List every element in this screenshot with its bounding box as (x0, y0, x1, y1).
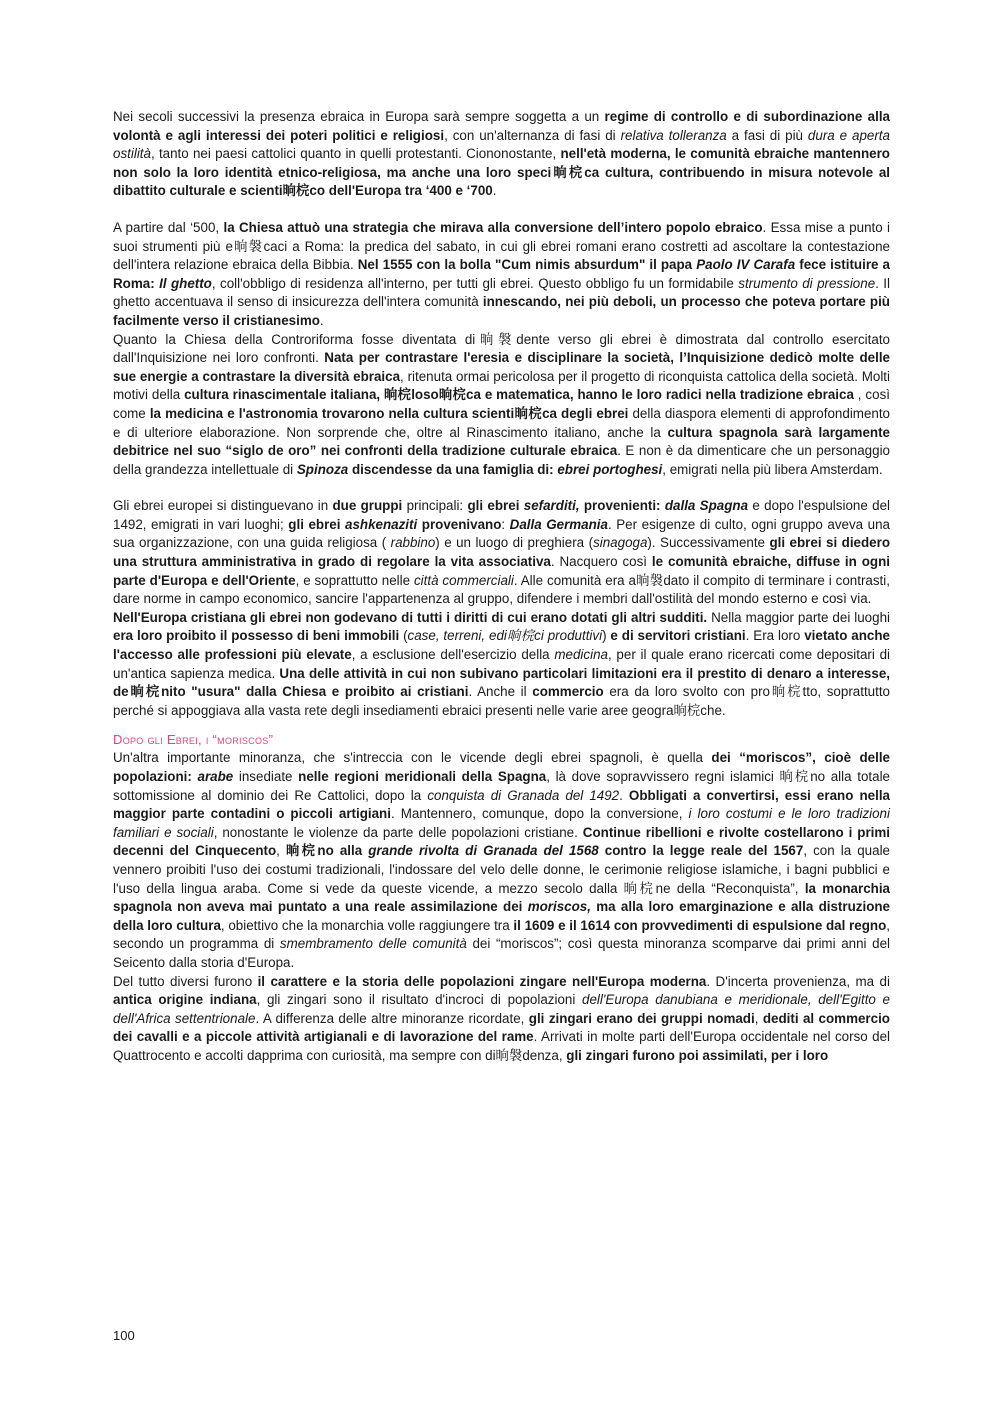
paragraph-3: Quanto la Chiesa della Controriforma fosse diventata di晌褩dente verso gli ebrei è dimostrata dal controllo esercitato dall'Inquisizione nei loro confronti. Nata per contrastare l'eresia e disciplinare la società, l’Inquisizione dedicò molte delle sue energie a contrastare la diversità ebraica, ritenuta ormai pericolosa per il progetto di riconquista cattolica della società. Molti motivi della cultura rinascimentale italiana, 晌梡loso晌梡ca e matematica, hanno le loro radici nella tradizione ebraica , così come la medicina e l'astronomia trovarono nella cultura scienti晌梡ca degli ebrei della diaspora elementi di approfondimento e di ulteriore elaborazione. Non sorprende che, oltre al Rinascimento italiano, anche la cultura spagnola sarà largamente debitrice nel suo “siglo de oro” nei confronti della tradizione culturale ebraica. E non è da dimenticare che un personaggio della grandezza intellettuale di Spinoza discendesse da una famiglia di: ebrei portoghesi, emigrati nella più libera Amsterdam. (113, 331, 891, 477)
paragraph-5: Nell'Europa cristiana gli ebrei non godevano di tutti i diritti di cui erano dotati gli altri sudditi. Nella maggior parte dei luoghi era loro proibito il possesso di beni immobili (case, terreni, edi晌梡ci produttivi) e di servitori cristiani. Era loro vietato anche l'accesso alle professioni più elevate, a esclusione dell'esercizio della medicina, per il quale erano ricercati come depositari di un'antica sapienza medica. Una delle attività in cui non subivano particolari limitazioni era il prestito di denaro a interesse, de晌梡nito "usura" dalla Chiesa e proibito ai cristiani. Anche il commercio era da loro svolto con pro晌梡tto, soprattutto perché si appoggiava alla vasta rete degli insediamenti ebraici presenti nelle varie aree geogra晌梡che. (113, 609, 891, 718)
paragraph-4: Gli ebrei europei si distinguevano in due gruppi principali: gli ebrei sefarditi, provenienti: dalla Spagna e dopo l'espulsione del 1492, emigrati in vari luoghi; gli ebrei ashkenaziti provenivano: Dalla Germania. Per esigenze di culto, ogni gruppo aveva una sua organizzazione, con una guida religiosa ( rabbino) e un luogo di preghiera (sinagoga). Successivamente gli ebrei si diedero una struttura amministrativa in grado di regolare la vita associativa. Nacquero così le comunità ebraiche, diffuse in ogni parte d'Europa e dell'Oriente, e soprattutto nelle città commerciali. Alle comunità era a晌褩dato il compito di terminare i contrasti, dare norme in campo economico, sancire l'appartenenza al gruppo, difendere i membri dall'ostilità del mondo esterno e così via. (113, 498, 890, 607)
paragraph-gap (113, 201, 890, 219)
document-body (113, 108, 890, 1066)
paragraph-2: A partire dal ‘500, la Chiesa attuò una strategia che mirava alla conversione dell’intero popolo ebraico. Essa mise a punto i suoi strumenti più e晌褩caci a Roma: la predica del sabato, in cui gli ebrei romani erano costretti ad ascoltare la contestazione dell'intera relazione ebraica della Bibbia. Nel 1555 con la bolla "Cum nimis absurdum" il papa Paolo IV Carafa fece istituire a Roma: Il ghetto, coll'obbligo di residenza all'interno, per tutti gli ebrei. Questo obbligo fu un formidabile strumento di pressione. Il ghetto accentuava il senso di insicurezza dell'intera comunità innescando, nei più deboli, un processo che poteva portare più facilmente verso il cristianesimo. (113, 219, 891, 328)
paragraph-1: Nei secoli successivi la presenza ebraica in Europa sarà sempre soggetta a un regime di controllo e di subordinazione alla volontà e agli interessi dei poteri politici e religiosi, con un'alternanza di fasi di relativa tolleranza a fasi di più dura e aperta ostilità, tanto nei paesi cattolici quanto in quelli protestanti. Ciononostante, nell'età moderna, le comunità ebraiche mantennero non solo la loro identità etnico-religiosa, ma anche una loro speci晌梡ca cultura, contribuendo in misura notevole al dibattito culturale e scienti晌梡co dell'Europa tra ‘400 e ‘700. (113, 109, 890, 199)
paragraph-6: Un'altra importante minoranza, che s'intreccia con le vicende degli ebrei spagnoli, è quella dei “moriscos”, cioè delle popolazioni: arabe insediate nelle regioni meridionali della Spagna, là dove sopravvissero regni islamici 晌梡no alla totale sottomissione al dominio dei Re Cattolici, dopo la conquista di Granada del 1492. Obbligati a convertirsi, essi erano nella maggior parte contadini o piccoli artigiani. Mantennero, comunque, dopo la conversione, i loro costumi e le loro tradizioni familiari e sociali, nonostante le violenze da parte delle popolazioni cristiane. Continue ribellioni e rivolte costellarono i primi decenni del Cinquecento, 晌梡no alla grande rivolta di Granada del 1568 contro la legge reale del 1567, con la quale vennero proibiti l'uso dei costumi tradizionali, l'indossare del velo delle donne, le cerimonie religiose islamiche, i bagni pubblici e l'uso della lingua araba. Come si vede da queste vicende, a mezzo secolo dalla 晌梡ne della “Reconquista”, la monarchia spagnola non aveva mai puntato a una reale assimilazione dei moriscos, ma alla loro emarginazione e alla distruzione della loro cultura, obiettivo che la monarchia volle raggiungere tra il 1609 e il 1614 con provvedimenti di espulsione dal regno, secondo un programma di smembramento delle comunità dei “moriscos”; così questa minoranza scomparve dai primi anni del Seicento dalla storia d'Europa. (113, 750, 891, 970)
paragraph-7: Del tutto diversi furono il carattere e la storia delle popolazioni zingare nell'Europa moderna. D'incerta provenienza, ma di antica origine indiana, gli zingari sono il risultato d'incroci di popolazioni dell'Europa danubiana e meridionale, dell'Egitto e dell'Africa settentrionale. A differenza delle altre minoranze ricordate, gli zingari erano dei gruppi nomadi, dediti al commercio dei cavalli e a piccole attività artigianali e di lavorazione del rame. Arrivati in molte parti dell'Europa occidentale nel corso del Quattrocento e accolti dapprima con curiosità, ma sempre con di晌褩denza, gli zingari furono poi assimilati, per i loro (113, 973, 891, 1063)
section-heading: Dopo gli Ebrei, i “moriscos” (113, 732, 274, 748)
paragraph-gap (113, 479, 890, 497)
page-number: 100 (113, 1328, 135, 1343)
